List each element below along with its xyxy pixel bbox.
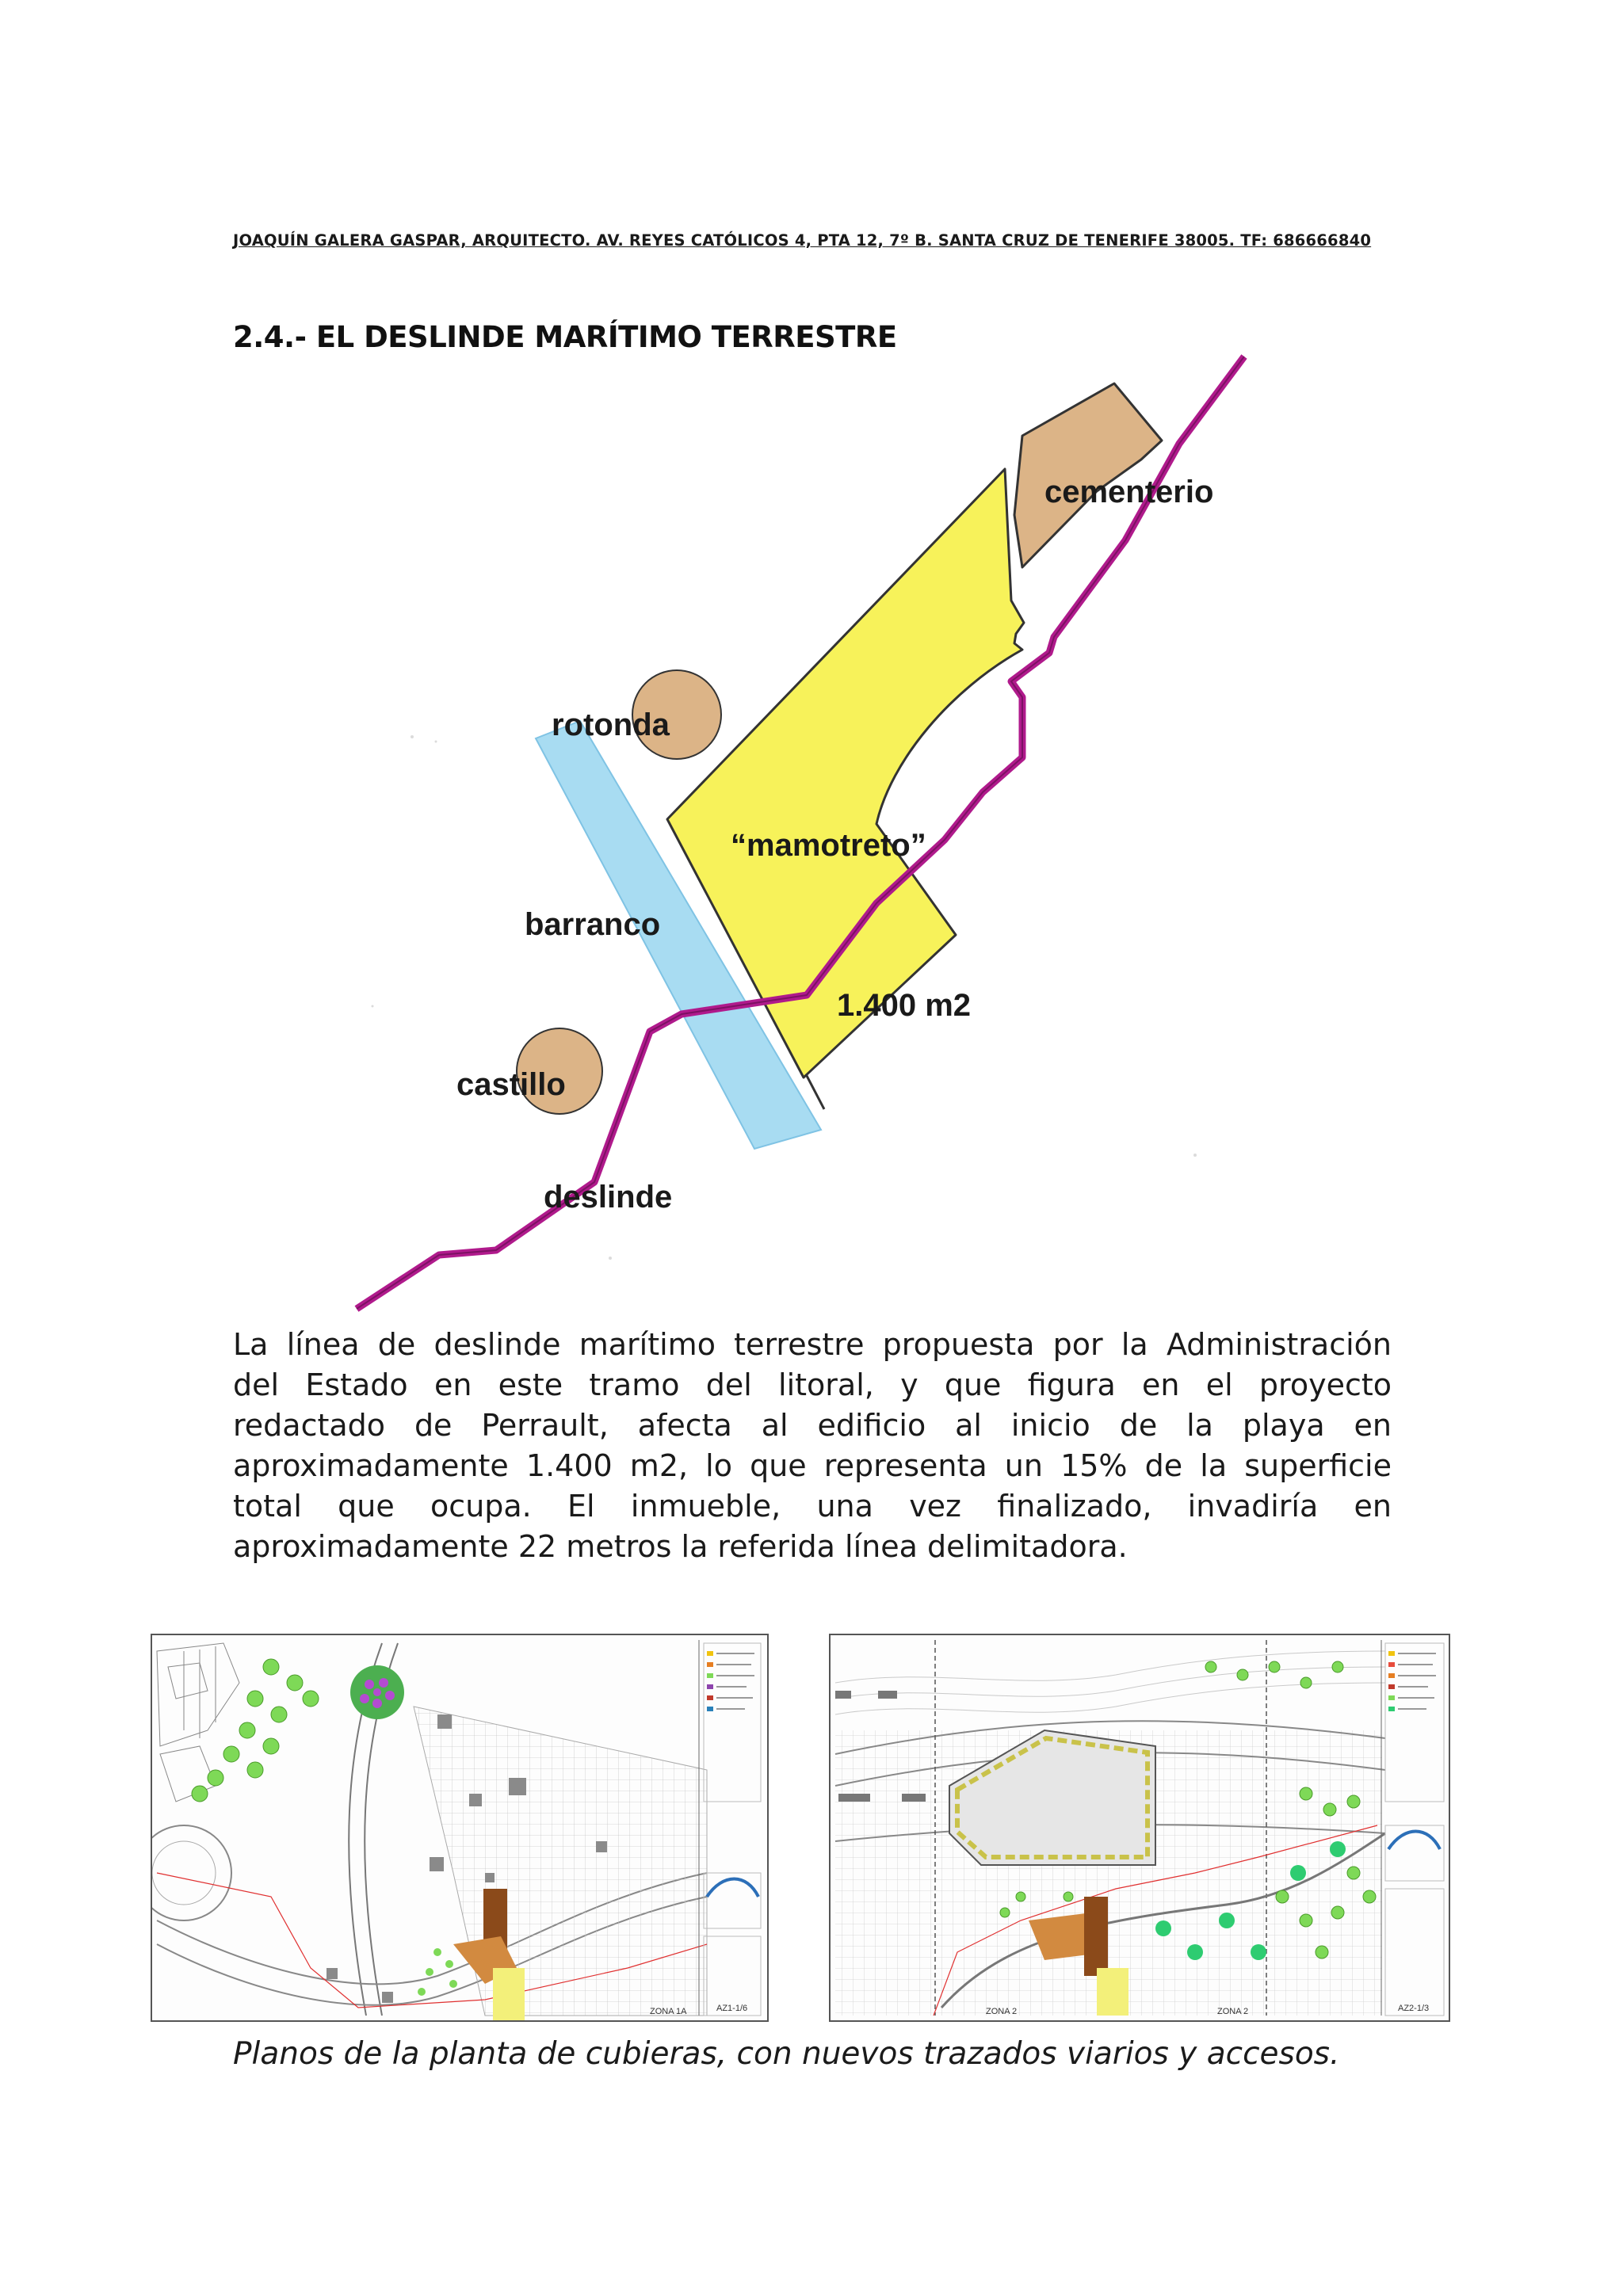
- body-paragraph: [233, 1325, 1392, 1567]
- label-mamotreto: “mamotreto”: [731, 828, 926, 863]
- label-barranco: barranco: [525, 907, 661, 942]
- sheet-code-left: AZ1-1/6: [716, 2004, 748, 2013]
- label-castillo: castillo: [456, 1067, 566, 1102]
- plan-drawing-left: [152, 1635, 767, 2020]
- paragraph-line: del Estado en este tramo del litoral, y que figura en el proyecto: [233, 1367, 1392, 1402]
- zone-label-right-1: ZONA 2: [986, 2007, 1018, 2016]
- zone-label-left: ZONA 1A: [650, 2007, 687, 2016]
- paragraph-line: aproximadamente 1.400 m2, lo que representa un 15% de la superficie: [233, 1448, 1392, 1483]
- paragraph-line: redactado de Perrault, afecta al edificio al inicio de la playa en: [233, 1408, 1392, 1443]
- zone-label-right-2: ZONA 2: [1217, 2007, 1249, 2016]
- label-area: 1.400 m2: [837, 988, 972, 1023]
- roof-plan-left: [151, 1634, 769, 2022]
- label-rotonda: rotonda: [552, 707, 670, 742]
- paragraph-line: total que ocupa. El inmueble, una vez finalizado, invadiría en: [233, 1489, 1392, 1524]
- label-deslinde: deslinde: [544, 1180, 673, 1215]
- sheet-code-right: AZ2-1/3: [1398, 2004, 1430, 2013]
- paragraph-line: aproximadamente 22 metros la referida línea delimitadora.: [233, 1529, 1128, 1564]
- label-cementerio: cementerio: [1044, 475, 1214, 509]
- roof-plan-right: [829, 1634, 1450, 2022]
- sketch-drawing: [349, 349, 1276, 1315]
- paragraph-line: La línea de deslinde marítimo terrestre propuesta por la Administración: [233, 1327, 1392, 1362]
- letterhead: JOAQUÍN GALERA GASPAR, ARQUITECTO. AV. REYES CATÓLICOS 4, PTA 12, 7º B. SANTA CRUZ DE TENERIFE 38005. TF: 686666840: [233, 231, 1372, 250]
- section-title: 2.4.- EL DESLINDE MARÍTIMO TERRESTRE: [233, 320, 897, 354]
- plan-drawing-right: [831, 1635, 1449, 2020]
- deslinde-sketch: [349, 349, 1276, 1315]
- figure-caption: Planos de la planta de cubieras, con nuevos trazados viarios y accesos.: [233, 2036, 1340, 2072]
